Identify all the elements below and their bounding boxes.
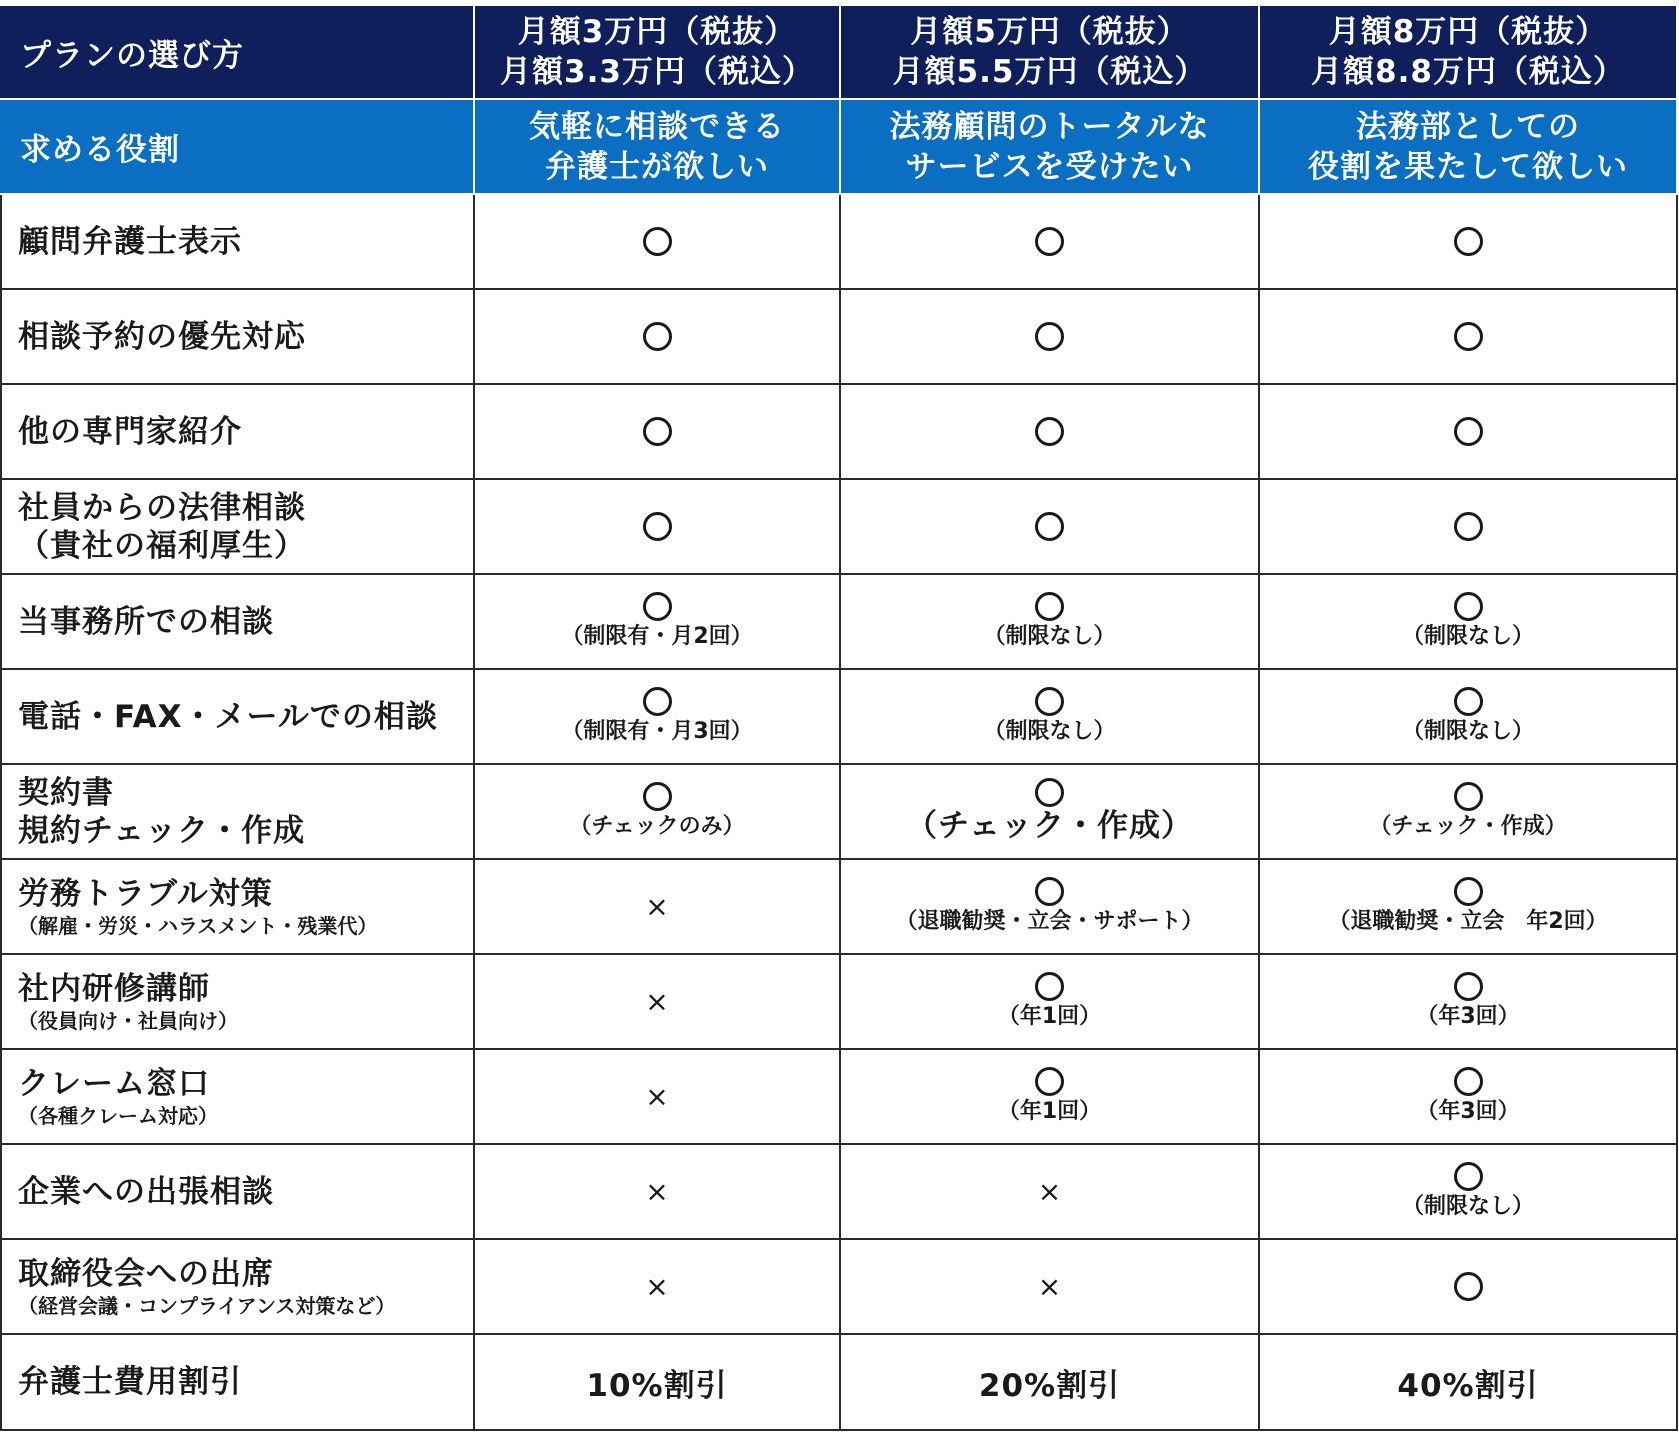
feature-label-cell bbox=[1, 574, 474, 669]
feature-label: 電話・FAX・メールでの相談 bbox=[18, 698, 438, 735]
plan-1-price-incl-tax: 月額3.3万円（税込） bbox=[500, 54, 814, 90]
circle-available-icon bbox=[643, 592, 672, 621]
feature-row bbox=[1, 574, 1677, 669]
cross-unavailable-icon: × bbox=[645, 1079, 669, 1113]
cell-note: （退職勧奨・立会 年2回） bbox=[1328, 909, 1608, 934]
feature-sublabel: （各種クレーム対応） bbox=[18, 1103, 218, 1128]
plan-1-cell bbox=[474, 859, 840, 954]
plan-2-role-line2: サービスを受けたい bbox=[905, 148, 1194, 185]
cross-unavailable-icon: × bbox=[1037, 1269, 1062, 1303]
feature-label-cell bbox=[1, 289, 474, 384]
cross-unavailable-icon: × bbox=[645, 984, 669, 1018]
feature-label-cell bbox=[1, 1049, 474, 1144]
feature-label: 社内研修講師 bbox=[18, 970, 210, 1007]
circle-available-icon bbox=[1454, 972, 1483, 1001]
cell-note: （年1回） bbox=[997, 1099, 1102, 1124]
cell-note: （制限有・月3回） bbox=[561, 719, 753, 744]
plan-2-cell bbox=[840, 764, 1259, 859]
feature-label: 相談予約の優先対応 bbox=[18, 318, 306, 355]
plan-2-cell bbox=[840, 479, 1259, 574]
plan-2-cell bbox=[840, 954, 1259, 1049]
circle-available-icon bbox=[1035, 778, 1064, 807]
feature-row bbox=[1, 669, 1677, 764]
plan-3-cell bbox=[1259, 289, 1677, 384]
circle-available-icon bbox=[643, 322, 672, 351]
plan-2-price-incl-tax: 月額5.5万円（税込） bbox=[892, 54, 1207, 90]
plan-2-cell bbox=[840, 194, 1259, 289]
plan-1-cell bbox=[474, 669, 840, 764]
cross-unavailable-icon: × bbox=[1037, 1174, 1062, 1208]
cell-note: （年3回） bbox=[1416, 1004, 1520, 1029]
plan-comparison-table bbox=[0, 4, 1678, 1431]
plan-3-cell bbox=[1259, 1049, 1677, 1144]
cross-unavailable-icon: × bbox=[645, 1269, 669, 1303]
circle-available-icon bbox=[1454, 512, 1483, 541]
plan-1-role-line2: 弁護士が欲しい bbox=[545, 148, 769, 185]
discount-value: 40%割引 bbox=[1397, 1367, 1539, 1404]
feature-label-line2: 規約チェック・作成 bbox=[18, 812, 306, 849]
cell-note: （制限なし） bbox=[983, 719, 1116, 744]
cell-note: （制限なし） bbox=[1401, 1194, 1534, 1219]
feature-row bbox=[1, 764, 1677, 859]
feature-label: 他の専門家紹介 bbox=[18, 413, 242, 450]
discount-label-cell bbox=[1, 1334, 474, 1430]
plan-1-role bbox=[474, 99, 840, 194]
feature-row bbox=[1, 194, 1677, 289]
circle-available-icon bbox=[1454, 417, 1483, 446]
plan-1-cell bbox=[474, 574, 840, 669]
circle-available-icon bbox=[643, 782, 672, 811]
circle-available-icon bbox=[1035, 512, 1064, 541]
feature-row bbox=[1, 1239, 1677, 1334]
plan-3-cell bbox=[1259, 764, 1677, 859]
plan-3-cell bbox=[1259, 669, 1677, 764]
cell-note: （年3回） bbox=[1416, 1099, 1520, 1124]
feature-label: 取締役会への出席 bbox=[18, 1255, 274, 1292]
plan-1-cell bbox=[474, 1049, 840, 1144]
plan-2-cell bbox=[840, 669, 1259, 764]
plan-3-price bbox=[1259, 5, 1677, 99]
circle-available-icon bbox=[1454, 1272, 1483, 1301]
plan-3-cell bbox=[1259, 1144, 1677, 1239]
feature-row bbox=[1, 289, 1677, 384]
feature-label-cell bbox=[1, 669, 474, 764]
circle-available-icon bbox=[643, 417, 672, 446]
circle-available-icon bbox=[1454, 592, 1483, 621]
feature-label-cell bbox=[1, 479, 474, 574]
plan-1-role-line1: 気軽に相談できる bbox=[529, 108, 785, 145]
cell-note: （チェック・作成） bbox=[1369, 814, 1567, 839]
discount-value: 20%割引 bbox=[978, 1367, 1121, 1404]
circle-available-icon bbox=[1035, 322, 1064, 351]
feature-label: 企業への出張相談 bbox=[18, 1173, 274, 1210]
plan-1-price-excl-tax: 月額3万円（税抜） bbox=[517, 14, 797, 50]
feature-sublabel: （経営会議・コンプライアンス対策など） bbox=[18, 1293, 396, 1318]
cell-note: （制限なし） bbox=[1401, 719, 1534, 744]
plan-1-cell bbox=[474, 384, 840, 479]
feature-label: 顧問弁護士表示 bbox=[18, 223, 242, 260]
feature-row bbox=[1, 859, 1677, 954]
plan-2-cell bbox=[840, 1144, 1259, 1239]
circle-available-icon bbox=[643, 687, 672, 716]
feature-label-cell bbox=[1, 1144, 474, 1239]
cell-note: （制限なし） bbox=[983, 624, 1116, 649]
circle-available-icon bbox=[1454, 782, 1483, 811]
circle-available-icon bbox=[1035, 877, 1064, 906]
feature-label-line2: （貴社の福利厚生） bbox=[18, 527, 306, 564]
cross-unavailable-icon: × bbox=[645, 889, 669, 923]
plan-3-role-line2: 役割を果たして欲しい bbox=[1308, 148, 1628, 185]
feature-label-cell bbox=[1, 194, 474, 289]
circle-available-icon bbox=[643, 227, 672, 256]
circle-available-icon bbox=[1035, 1067, 1064, 1096]
plan-2-cell bbox=[840, 384, 1259, 479]
feature-label: 労務トラブル対策 bbox=[18, 875, 273, 912]
feature-row bbox=[1, 1144, 1677, 1239]
circle-available-icon bbox=[1454, 687, 1483, 716]
feature-label-cell bbox=[1, 1239, 474, 1334]
feature-row bbox=[1, 479, 1677, 574]
feature-label: 社員からの法律相談 bbox=[18, 489, 306, 526]
feature-label-cell bbox=[1, 859, 474, 954]
plan-1-discount-cell bbox=[474, 1334, 840, 1430]
cell-note: （制限有・月2回） bbox=[561, 624, 753, 649]
circle-available-icon bbox=[1035, 227, 1064, 256]
plan-2-cell bbox=[840, 859, 1259, 954]
plan-3-price-excl-tax: 月額8万円（税抜） bbox=[1328, 14, 1608, 50]
plan-2-discount-cell bbox=[840, 1334, 1259, 1430]
circle-available-icon bbox=[1454, 877, 1483, 906]
plan-3-role bbox=[1259, 99, 1677, 194]
plan-2-cell bbox=[840, 289, 1259, 384]
circle-available-icon bbox=[1035, 592, 1064, 621]
plan-2-role-line1: 法務顧問のトータルな bbox=[889, 108, 1210, 145]
header-label-plan-selection: プランの選び方 bbox=[1, 5, 474, 99]
plan-3-cell bbox=[1259, 859, 1677, 954]
plan-1-cell bbox=[474, 954, 840, 1049]
plan-3-price-incl-tax: 月額8.8万円（税込） bbox=[1311, 54, 1625, 90]
cell-note: （年1回） bbox=[997, 1004, 1102, 1029]
feature-label-cell bbox=[1, 764, 474, 859]
feature-label: 契約書 bbox=[18, 774, 114, 811]
circle-available-icon bbox=[1035, 972, 1064, 1001]
plan-3-discount-cell bbox=[1259, 1334, 1677, 1430]
plan-3-role-line1: 法務部としての bbox=[1356, 108, 1580, 145]
plan-1-cell bbox=[474, 479, 840, 574]
plan-1-cell bbox=[474, 764, 840, 859]
plan-3-cell bbox=[1259, 954, 1677, 1049]
plan-3-cell bbox=[1259, 574, 1677, 669]
feature-sublabel: （解雇・労災・ハラスメント・残業代） bbox=[18, 913, 378, 938]
circle-available-icon bbox=[1454, 1162, 1483, 1191]
feature-sublabel: （役員向け・社員向け） bbox=[18, 1008, 238, 1033]
discount-label: 弁護士費用割引 bbox=[18, 1364, 242, 1400]
plan-1-cell bbox=[474, 194, 840, 289]
header-label-required-role: 求める役割 bbox=[1, 99, 474, 194]
header-price-row bbox=[1, 5, 1677, 99]
cross-unavailable-icon: × bbox=[645, 1174, 669, 1208]
feature-label: 当事務所での相談 bbox=[18, 603, 274, 640]
discount-value: 10%割引 bbox=[586, 1367, 728, 1404]
feature-label-cell bbox=[1, 954, 474, 1049]
plan-2-price bbox=[840, 5, 1259, 99]
plan-3-cell bbox=[1259, 384, 1677, 479]
plan-2-cell bbox=[840, 574, 1259, 669]
circle-available-icon bbox=[1035, 687, 1064, 716]
plan-2-role bbox=[840, 99, 1259, 194]
plan-1-price bbox=[474, 5, 840, 99]
feature-row bbox=[1, 384, 1677, 479]
plan-1-cell bbox=[474, 289, 840, 384]
plan-3-cell bbox=[1259, 1239, 1677, 1334]
header-role-row bbox=[1, 99, 1677, 194]
cell-note: （チェック・作成） bbox=[905, 808, 1194, 844]
circle-available-icon bbox=[643, 512, 672, 541]
circle-available-icon bbox=[1454, 227, 1483, 256]
circle-available-icon bbox=[1035, 417, 1064, 446]
cell-note: （制限なし） bbox=[1401, 624, 1534, 649]
plan-2-price-excl-tax: 月額5万円（税抜） bbox=[910, 14, 1189, 50]
discount-row bbox=[1, 1334, 1677, 1430]
plan-3-cell bbox=[1259, 194, 1677, 289]
plan-2-cell bbox=[840, 1239, 1259, 1334]
feature-label-cell bbox=[1, 384, 474, 479]
feature-label: クレーム窓口 bbox=[18, 1065, 210, 1102]
circle-available-icon bbox=[1454, 1067, 1483, 1096]
plan-3-cell bbox=[1259, 479, 1677, 574]
plan-1-cell bbox=[474, 1239, 840, 1334]
cell-note: （チェックのみ） bbox=[569, 814, 745, 839]
cell-note: （退職勧奨・立会・サポート） bbox=[895, 909, 1204, 934]
feature-row bbox=[1, 1049, 1677, 1144]
plan-1-cell bbox=[474, 1144, 840, 1239]
feature-row bbox=[1, 954, 1677, 1049]
circle-available-icon bbox=[1454, 322, 1483, 351]
plan-2-cell bbox=[840, 1049, 1259, 1144]
